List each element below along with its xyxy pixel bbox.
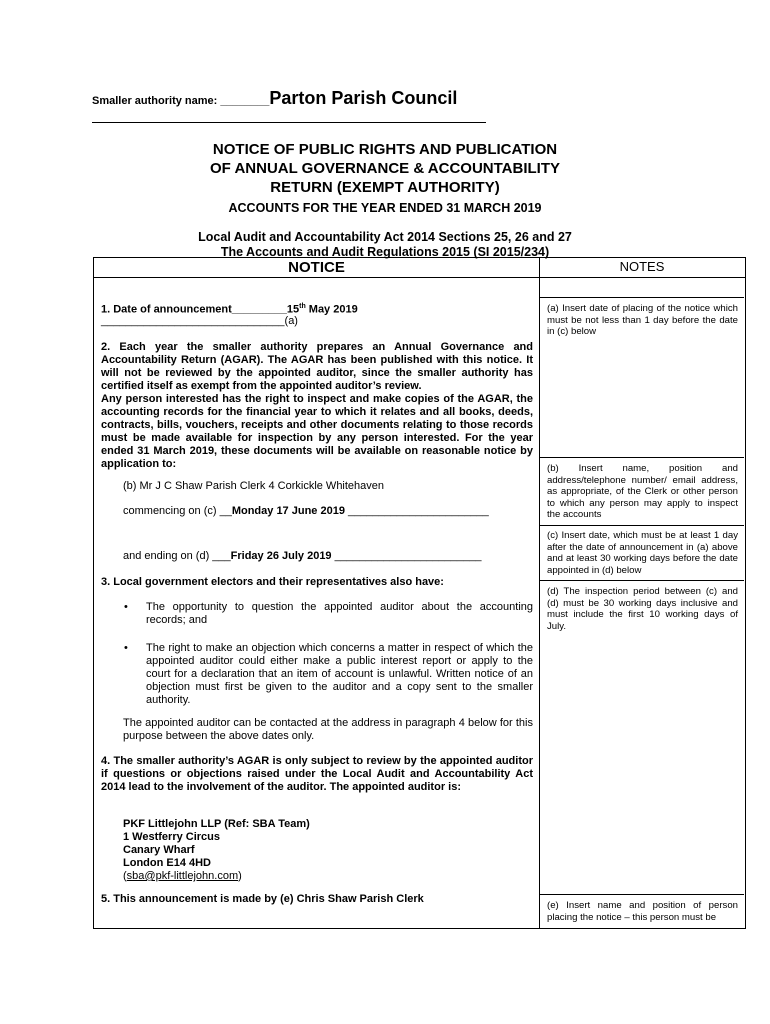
auditor-address: PKF Littlejohn LLP (Ref: SBA Team) 1 Westferry Circus Canary Wharf London E14 4HD	[123, 818, 310, 869]
section-3-heading: 3. Local government electors and their representatives also have:	[101, 576, 444, 588]
auditor-email-line: (sba@pkf-littlejohn.com)	[123, 870, 242, 882]
header-row-rule	[93, 277, 745, 278]
notes-rule-a	[540, 297, 744, 298]
notes-heading: NOTES	[619, 259, 665, 274]
section-2-para1: 2. Each year the smaller authority prepares an Annual Governance and Accountability Return (AGAR). The AGAR has been published with this notice. It will not be reviewed by the appointed auditor, since the smaller authority has certified itself as exempt from the appointed auditor’s review.	[101, 341, 533, 392]
notes-rule-d	[540, 580, 744, 581]
section-1-date: 1. Date of announcement_________15th May 2019	[101, 303, 358, 316]
column-divider	[539, 257, 540, 928]
inspection-contact: (b) Mr J C Shaw Parish Clerk 4 Corkickle Whitehaven	[123, 480, 385, 492]
notes-rule-e	[540, 894, 744, 895]
section-2-para2: Any person interested has the right to inspect and make copies of the AGAR, the accounting records for the financial year to which it relates and all books, deeds, contracts, bills, vouchers, receipts and other documents relating to those records must be made available for inspection by any person interested. For the year ended 31 March 2019, these documents will be available on reasonable notice by application to:	[101, 393, 533, 470]
note-d: (d) The inspection period between (c) and (d) must be 30 working days inclusive and must include the first 10 working days of July.	[547, 586, 738, 632]
ending-date-line: and ending on (d) ___Friday 26 July 2019 ________________________	[123, 550, 482, 562]
section-4-para: 4. The smaller authority’s AGAR is only subject to review by the appointed auditor if questions or objections raised under the Local Audit and Accountability Act 2014 lead to the involvement of the auditor. The appointed auditor is:	[101, 755, 533, 793]
notes-rule-c	[540, 525, 744, 526]
auditor-contact-note: The appointed auditor can be contacted at the address in paragraph 4 below for this purpose between the above dates only.	[123, 717, 533, 742]
note-e: (e) Insert name and position of person placing the notice – this person must be	[547, 900, 738, 923]
notice-heading: NOTICE	[288, 259, 345, 276]
legislation-reference: Local Audit and Accountability Act 2014 Sections 25, 26 and 27 The Accounts and Audit Regulations 2015 (SI 2015/234)	[198, 230, 572, 259]
commencing-date-line: commencing on (c) __Monday 17 June 2019 _______________________	[123, 505, 489, 517]
note-c: (c) Insert date, which must be at least 1 day after the date of announcement in (a) above and at least 30 working days before the date appointed in (d) below	[547, 530, 738, 576]
ending-date: Friday 26 July 2019	[230, 550, 332, 562]
commencing-date: Monday 17 June 2019	[231, 505, 345, 517]
bullet-1: •	[124, 601, 128, 613]
section-5-para: 5. This announcement is made by (e) Chris Shaw Parish Clerk	[101, 893, 424, 905]
authority-name-label: Smaller authority name: ________	[92, 95, 270, 107]
section-3-bullet-2: The right to make an objection which concerns a matter in respect of which the appointed auditor could either make a public interest report or apply to the court for a declaration that an item of account is unlawful. Written notice of an objection must first be given to the auditor and a copy sent to the smaller authority.	[146, 642, 533, 706]
document-title: NOTICE OF PUBLIC RIGHTS AND PUBLICATION OF ANNUAL GOVERNANCE & ACCOUNTABILITY RETURN (EXEMPT AUTHORITY)	[210, 141, 560, 196]
note-b: (b) Insert name, position and address/telephone number/ email address, as appropriate, of the Clerk or other person to which any person may apply to inspect the accounts	[547, 463, 738, 520]
section-3-bullet-1: The opportunity to question the appointed auditor about the accounting records; and	[146, 601, 533, 626]
authority-name: Parton Parish Council	[269, 88, 458, 108]
notes-rule-b	[540, 457, 744, 458]
bullet-2: •	[124, 642, 128, 654]
authority-name-line	[92, 88, 457, 109]
header-rule	[92, 122, 486, 123]
auditor-email-link[interactable]: sba@pkf-littlejohn.com	[126, 870, 239, 882]
document-subtitle: ACCOUNTS FOR THE YEAR ENDED 31 MARCH 2019	[228, 201, 542, 215]
section-1-line2: ______________________________(a)	[101, 315, 298, 327]
note-a: (a) Insert date of placing of the notice which must be not less than 1 day before the date in (c) below	[547, 303, 738, 337]
